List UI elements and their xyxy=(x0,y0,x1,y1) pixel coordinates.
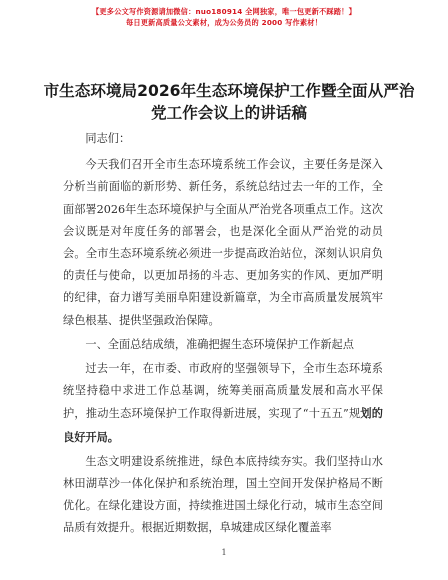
section-heading-1: 一、全面总结成绩，准确把握生态环境保护工作新起点 xyxy=(85,337,354,351)
banner-line-1: 【更多公文写作资源请加微信：nuo180914 全网独家，唯一包更新不踩踏！】 xyxy=(92,7,356,16)
banner-line-2: 每日更新高质量公文素材，成为公务员的 2000 写作素材！ xyxy=(125,18,323,27)
document-body xyxy=(63,128,383,542)
paragraph-review-text: 过去一年，在市委、市政府的坚强领导下，全市生态环境系统坚持稳中求进工作总基调，统筹美丽高质量发展和高水平保护，推动生态环境保护工作取得新进展，实现了“十五五”规 xyxy=(63,362,383,421)
document-title: 市生态环境局2026年生态环境保护工作暨全面从严治党工作会议上的讲话稿 xyxy=(43,82,415,122)
paragraph-review xyxy=(63,358,383,449)
paragraph-ecology: 生态文明建设系统推进，绿色本底持续夯实。我们坚持山水林田湖草沙一体化保护和系统治理，国土空间开发保护格局不断优化。在绿化建设方面，持续推进国土绿化行动，城市生态空间品质有效提升。根据近期数据，阜城建成区绿化覆盖率 xyxy=(63,454,383,535)
paragraph-review-bold: 划的良好开局。 xyxy=(63,406,383,444)
page-number: 1 xyxy=(221,548,227,557)
salutation: 同志们： xyxy=(85,132,131,145)
paragraph-intro: 今天我们召开全市生态环境系统工作会议，主要任务是深入分析当前面临的新形势、新任务，系统总结过去一年的工作，全面部署2026年生态环境保护与全面从严治党各项重点工作。这次会议既是对年度任务的部署会，也是深化全面从严治党的动员会。全市生态环境系统必须进一步提高政治站位，深刻认识肩负的责任与使命，以更加昂扬的斗志、更加务实的作风、更加严明的纪律，奋力谱写美丽阜阳建设新篇章，为全市高质量发展筑牢绿色根基、提供坚强政治保障。 xyxy=(63,158,383,327)
header-banner xyxy=(0,6,448,28)
